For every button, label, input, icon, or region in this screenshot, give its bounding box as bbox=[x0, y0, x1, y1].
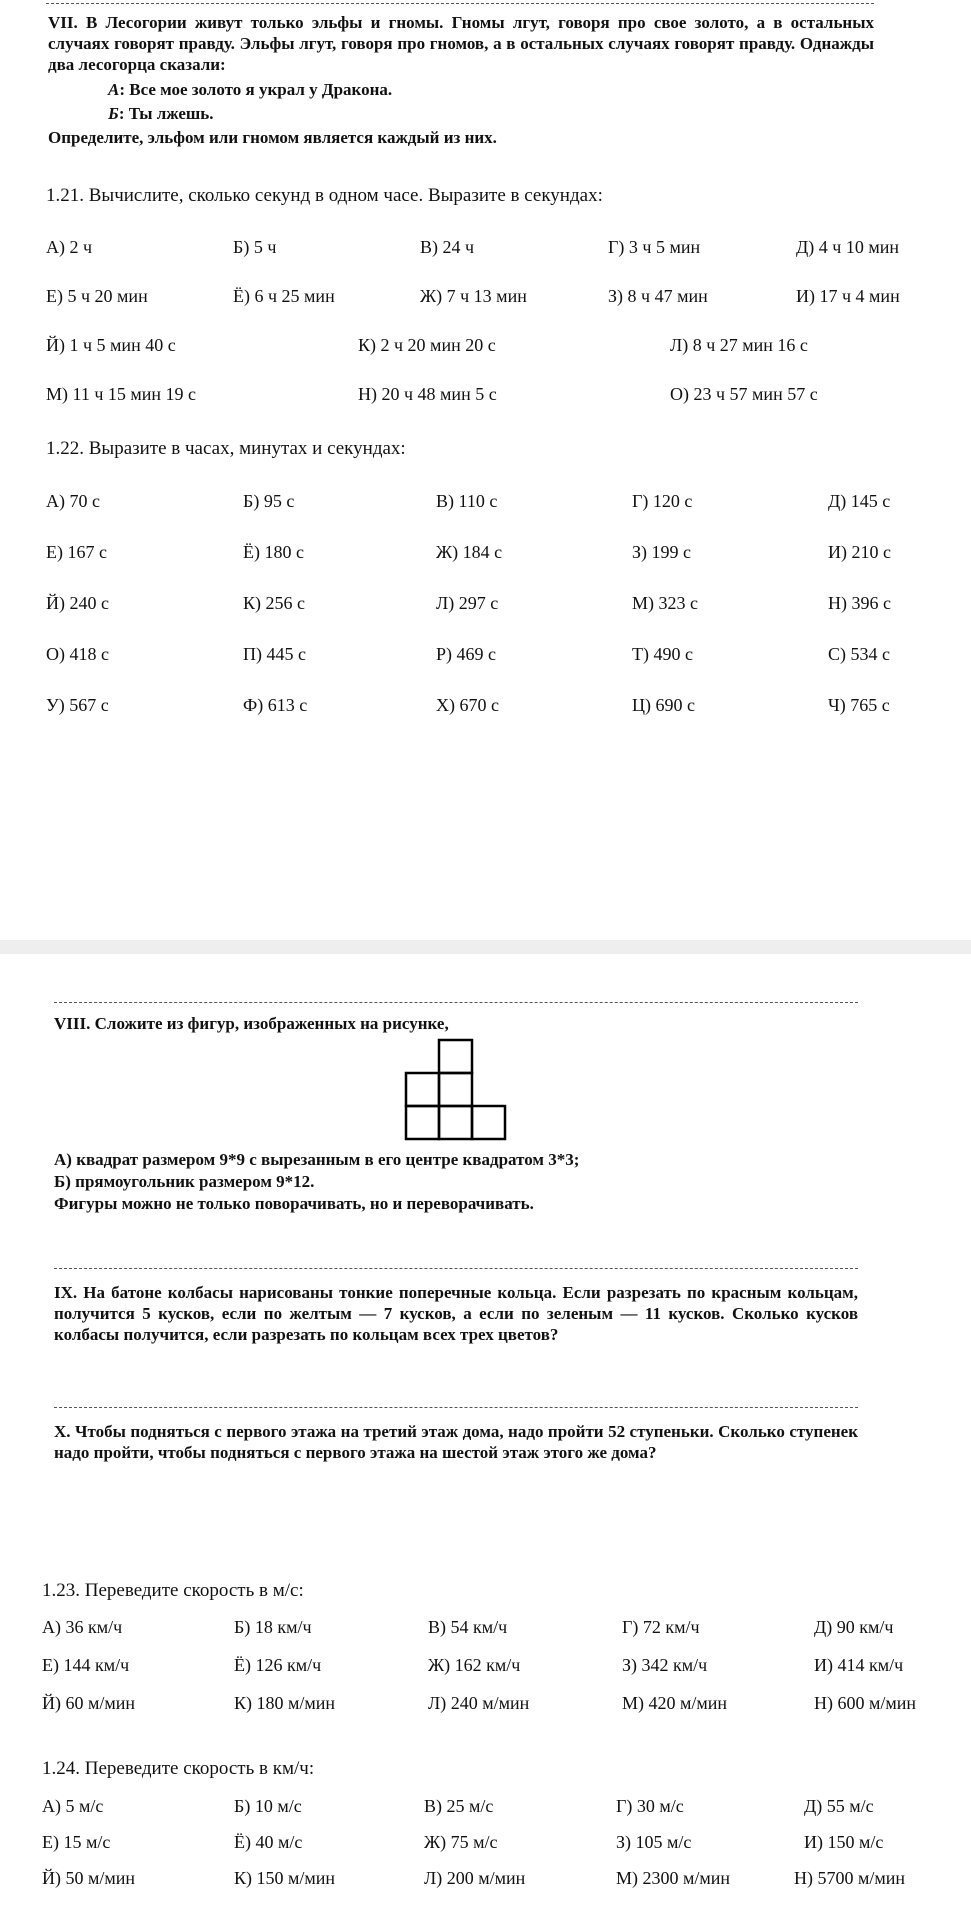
q121-item: И) 17 ч 4 мин bbox=[796, 286, 900, 306]
figure-square bbox=[472, 1106, 505, 1139]
q123-item: Е) 144 км/ч bbox=[42, 1655, 130, 1675]
q124-item: И) 150 м/с bbox=[804, 1832, 884, 1852]
q122-item: К) 256 с bbox=[243, 593, 305, 613]
section8-note: Фигуры можно не только поворачивать, но и переворачивать. bbox=[54, 1194, 534, 1213]
q122-item: Д) 145 с bbox=[828, 491, 891, 511]
q123-item: А) 36 км/ч bbox=[42, 1617, 123, 1637]
q122-item: Ц) 690 с bbox=[632, 695, 695, 715]
section9-text: IX. На батоне колбасы нарисованы тонкие поперечные кольца. Если разрезать по красным кольцам, получится 5 кусков, если по желтым — 7 кусков, а если по зеленым — 11 кусков. Сколько кусков колбасы получится, если разрезать по кольцам всех трех цветов? bbox=[54, 1283, 858, 1344]
q124-item: Н) 5700 м/мин bbox=[794, 1868, 906, 1888]
q122-item: Л) 297 с bbox=[436, 593, 499, 613]
section7-quote-b bbox=[108, 104, 214, 124]
q124-item: К) 150 м/мин bbox=[234, 1868, 336, 1888]
q124-title: 1.24. Переведите скорость в км/ч: bbox=[42, 1758, 315, 1779]
q122-item: У) 567 с bbox=[46, 695, 109, 715]
q124-item: Ё) 40 м/с bbox=[234, 1832, 303, 1852]
figure-square bbox=[406, 1106, 439, 1139]
section8-title: VIII. Сложите из фигур, изображенных на рисунке, bbox=[54, 1014, 449, 1033]
quote-b-letter: Б bbox=[108, 104, 119, 123]
section8-a: А) квадрат размером 9*9 с вырезанным в его центре квадратом 3*3; bbox=[54, 1150, 580, 1169]
q121-item: К) 2 ч 20 мин 20 с bbox=[358, 335, 496, 355]
q123-item: И) 414 км/ч bbox=[814, 1655, 904, 1675]
q124-item: Г) 30 м/с bbox=[616, 1796, 684, 1816]
q121-item: Н) 20 ч 48 мин 5 с bbox=[358, 384, 497, 404]
section10-text: X. Чтобы подняться с первого этажа на третий этаж дома, надо пройти 52 ступеньки. Сколько ступенек надо пройти, чтобы подняться с первого этажа на шестой этаж этого же дома? bbox=[54, 1422, 858, 1462]
q121-item: Е) 5 ч 20 мин bbox=[46, 286, 148, 306]
q124-item: Б) 10 м/с bbox=[234, 1796, 302, 1816]
q121-item: В) 24 ч bbox=[420, 237, 475, 257]
q124-item: Ж) 75 м/с bbox=[424, 1832, 498, 1852]
q122-item: С) 534 с bbox=[828, 644, 890, 664]
divider-section9 bbox=[54, 1268, 858, 1269]
q122-item: Х) 670 с bbox=[436, 695, 499, 715]
q123-item: К) 180 м/мин bbox=[234, 1693, 336, 1713]
q122-item: Ф) 613 с bbox=[243, 695, 308, 715]
q123-item: М) 420 м/мин bbox=[622, 1693, 728, 1713]
q124-item: З) 105 м/с bbox=[616, 1832, 692, 1852]
q123-item: Ё) 126 км/ч bbox=[234, 1655, 322, 1675]
q122-title: 1.22. Выразите в часах, минутах и секундах: bbox=[46, 438, 406, 459]
q122-item: П) 445 с bbox=[243, 644, 306, 664]
figure-square bbox=[439, 1073, 472, 1106]
q123-item: З) 342 км/ч bbox=[622, 1655, 708, 1675]
q122-item: Н) 396 с bbox=[828, 593, 891, 613]
q124-item: А) 5 м/с bbox=[42, 1796, 104, 1816]
section7-question: Определите, эльфом или гномом является каждый из них. bbox=[48, 128, 497, 147]
q123-item: Ж) 162 км/ч bbox=[428, 1655, 521, 1675]
q121-item: Ё) 6 ч 25 мин bbox=[233, 286, 335, 306]
q123-item: Й) 60 м/мин bbox=[42, 1693, 136, 1713]
q122-item: В) 110 с bbox=[436, 491, 498, 511]
figure-square bbox=[439, 1106, 472, 1139]
q121-item: Л) 8 ч 27 мин 16 с bbox=[670, 335, 808, 355]
q122-item: Т) 490 с bbox=[632, 644, 693, 664]
page-separator bbox=[0, 940, 971, 954]
figure-square bbox=[406, 1073, 439, 1106]
q123-item: Г) 72 км/ч bbox=[622, 1617, 700, 1637]
q122-item: О) 418 с bbox=[46, 644, 109, 664]
q124-item: Л) 200 м/мин bbox=[424, 1868, 526, 1888]
q121-item: Б) 5 ч bbox=[233, 237, 277, 257]
q123-item: Л) 240 м/мин bbox=[428, 1693, 530, 1713]
divider-top bbox=[46, 3, 874, 4]
q122-item: Е) 167 с bbox=[46, 542, 107, 562]
q122-item: М) 323 с bbox=[632, 593, 698, 613]
q122-item: И) 210 с bbox=[828, 542, 891, 562]
q123-item: Д) 90 км/ч bbox=[814, 1617, 894, 1637]
q123-item: Б) 18 км/ч bbox=[234, 1617, 312, 1637]
quote-a-letter: А bbox=[108, 80, 120, 99]
q121-item: О) 23 ч 57 мин 57 с bbox=[670, 384, 818, 404]
section7-text: VII. В Лесогории живут только эльфы и гномы. Гномы лгут, говоря про свое золото, а в остальных случаях говорят правду. Эльфы лгут, говоря про гномов, а в остальных случаях говорят правду. Однажды два лесогорца сказали: bbox=[48, 13, 874, 74]
q122-item: Ч) 765 с bbox=[828, 695, 890, 715]
q121-item: Г) 3 ч 5 мин bbox=[608, 237, 701, 257]
q124-item: М) 2300 м/мин bbox=[616, 1868, 731, 1888]
q123-item: Н) 600 м/мин bbox=[814, 1693, 917, 1713]
figure-square bbox=[439, 1040, 472, 1073]
q121-item: Д) 4 ч 10 мин bbox=[796, 237, 899, 257]
q124-item: Й) 50 м/мин bbox=[42, 1868, 136, 1888]
section8-b: Б) прямоугольник размером 9*12. bbox=[54, 1172, 315, 1191]
q124-item: В) 25 м/с bbox=[424, 1796, 494, 1816]
q122-item: З) 199 с bbox=[632, 542, 692, 562]
q121-item: А) 2 ч bbox=[46, 237, 93, 257]
divider-section8 bbox=[54, 1002, 858, 1003]
q123-item: В) 54 км/ч bbox=[428, 1617, 508, 1637]
section7-quote-a bbox=[108, 80, 392, 100]
q122-item: А) 70 с bbox=[46, 491, 100, 511]
q122-item: Й) 240 с bbox=[46, 593, 109, 613]
q122-item: Г) 120 с bbox=[632, 491, 693, 511]
q123-title: 1.23. Переведите скорость в м/с: bbox=[42, 1580, 304, 1601]
q122-item: Ё) 180 с bbox=[243, 542, 304, 562]
q122-item: Ж) 184 с bbox=[436, 542, 503, 562]
q122-item: Р) 469 с bbox=[436, 644, 496, 664]
q122-item: Б) 95 с bbox=[243, 491, 295, 511]
divider-section10 bbox=[54, 1407, 858, 1408]
q121-item: З) 8 ч 47 мин bbox=[608, 286, 708, 306]
quote-b-text: : Ты лжешь. bbox=[118, 104, 214, 123]
q121-title: 1.21. Вычислите, сколько секунд в одном часе. Выразите в секундах: bbox=[46, 185, 603, 206]
q121-item: Ж) 7 ч 13 мин bbox=[420, 286, 527, 306]
quote-a-text: : Все мое золото я украл у Дракона. bbox=[119, 80, 393, 99]
q121-item: М) 11 ч 15 мин 19 с bbox=[46, 384, 197, 404]
q124-item: Д) 55 м/с bbox=[804, 1796, 874, 1816]
q121-item: Й) 1 ч 5 мин 40 с bbox=[46, 335, 176, 355]
figure-squares bbox=[404, 1038, 508, 1142]
q124-item: Е) 15 м/с bbox=[42, 1832, 111, 1852]
